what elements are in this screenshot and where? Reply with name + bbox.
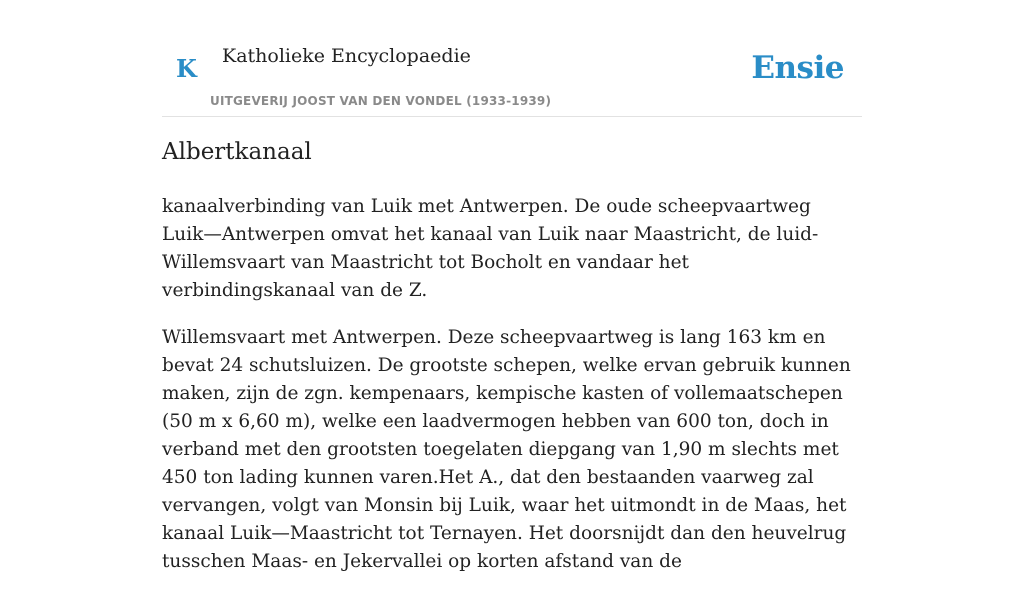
article-paragraph: Willemsvaart met Antwerpen. Deze scheepvaartweg is lang 163 km en bevat 24 schutsluizen. De grootste schepen, welke ervan gebruik kunnen maken, zijn de zgn. kempenaars, kempische kasten of vollemaatschepen (50 m x 6,60 m), welke een laadvermogen hebben van 600 ton, doch in verband met den grootsten toegelaten diepgang van 1,90 m slechts met 450 ton lading kunnen varen.Het A., dat den bestaanden vaarweg zal vervangen, volgt van Monsin bij Luik, waar het uitmondt in de Maas, het kanaal Luik—Maastricht tot Ternayen. Het doorsnijdt dan den heuvelrug tusschen Maas- en Jekervallei op korten afstand van de [162, 327, 851, 572]
article-title: Albertkanaal [162, 139, 312, 165]
ensie-brand-logo[interactable]: Ensie [751, 50, 844, 86]
publication-title[interactable]: Katholieke Encyclopaedie [222, 45, 471, 67]
article-body [162, 193, 852, 595]
article-paragraph: kanaalverbinding van Luik met Antwerpen. De oude scheepvaartweg Luik—Antwerpen omvat het kanaal van Luik naar Maastricht, de luid-Willemsvaart van Maastricht tot Bocholt en vandaar het verbindingskanaal van de Z. [162, 196, 819, 301]
site-header [162, 0, 862, 117]
publication-subtitle: UITGEVERIJ JOOST VAN DEN VONDEL (1933-1939) [210, 94, 552, 108]
publication-logo[interactable]: K [176, 54, 197, 83]
